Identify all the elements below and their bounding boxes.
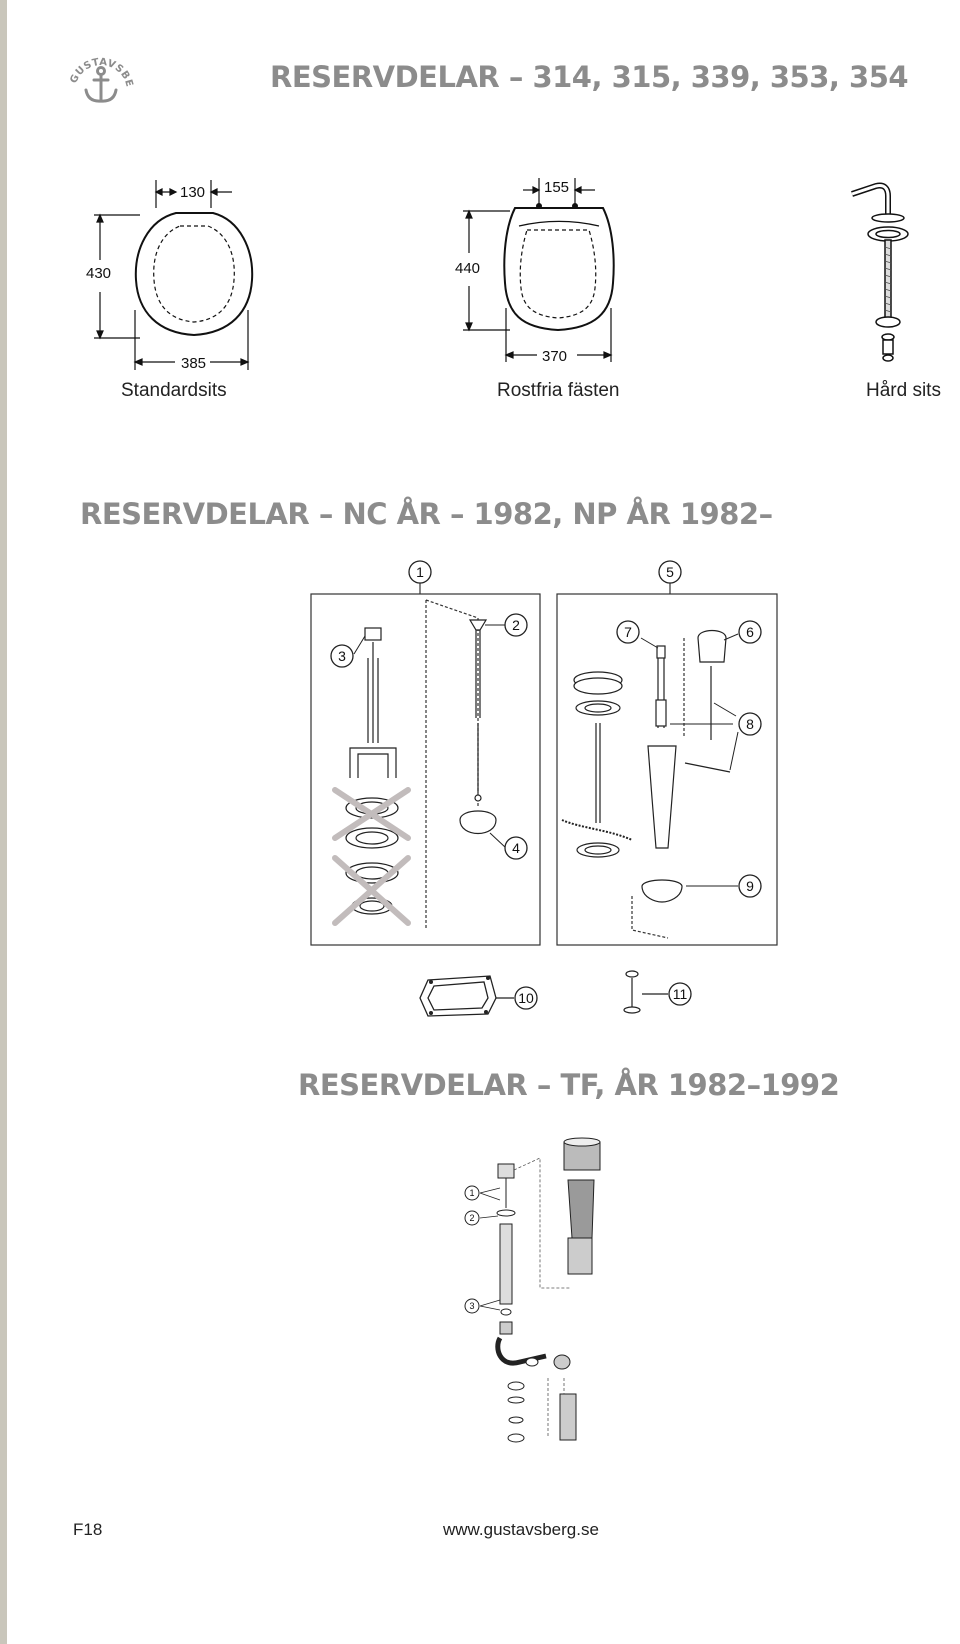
page-number: F18 xyxy=(73,1520,103,1539)
stainless-hinge-seat-drawing xyxy=(455,178,645,378)
svg-text:130: 130 xyxy=(180,184,206,201)
svg-text:9: 9 xyxy=(746,878,754,894)
svg-text:11: 11 xyxy=(672,986,688,1002)
standard-seat-drawing xyxy=(80,180,270,380)
tf-exploded-diagram xyxy=(460,1138,620,1468)
section-title-tf: RESERVDELAR – TF, ÅR 1982–1992 xyxy=(298,1068,840,1102)
page-edge-strip xyxy=(0,0,7,1644)
caption-standardsits: Standardsits xyxy=(121,380,227,401)
gustavsberg-logo xyxy=(61,36,136,110)
svg-text:430: 430 xyxy=(86,265,112,282)
svg-text:5: 5 xyxy=(666,564,674,580)
svg-text:1: 1 xyxy=(469,1188,475,1198)
svg-text:6: 6 xyxy=(746,624,754,640)
svg-text:3: 3 xyxy=(469,1301,475,1311)
caption-hard-sits: Hård sits xyxy=(866,380,941,401)
svg-text:2: 2 xyxy=(512,617,520,633)
svg-text:GUSTAVSBERG: GUSTAVSBERG xyxy=(61,36,135,89)
caption-rostfria-fasten: Rostfria fästen xyxy=(497,380,620,401)
nc-np-exploded-diagram xyxy=(310,558,780,1028)
section-title-seats: RESERVDELAR – 314, 315, 339, 353, 354 xyxy=(270,60,909,94)
section-title-nc-np: RESERVDELAR – NC ÅR – 1982, NP ÅR 1982– xyxy=(80,497,773,531)
svg-text:155: 155 xyxy=(544,179,570,196)
svg-text:370: 370 xyxy=(542,348,568,365)
svg-text:2: 2 xyxy=(469,1213,475,1223)
website-url: www.gustavsberg.se xyxy=(443,1520,599,1539)
svg-text:4: 4 xyxy=(512,840,520,856)
svg-text:1: 1 xyxy=(416,564,424,580)
svg-text:10: 10 xyxy=(518,990,534,1006)
svg-text:7: 7 xyxy=(624,624,632,640)
svg-text:440: 440 xyxy=(455,260,481,277)
svg-text:385: 385 xyxy=(181,355,207,372)
svg-text:3: 3 xyxy=(338,648,346,664)
hard-seat-hinge-drawing xyxy=(846,172,926,372)
svg-text:8: 8 xyxy=(746,716,754,732)
